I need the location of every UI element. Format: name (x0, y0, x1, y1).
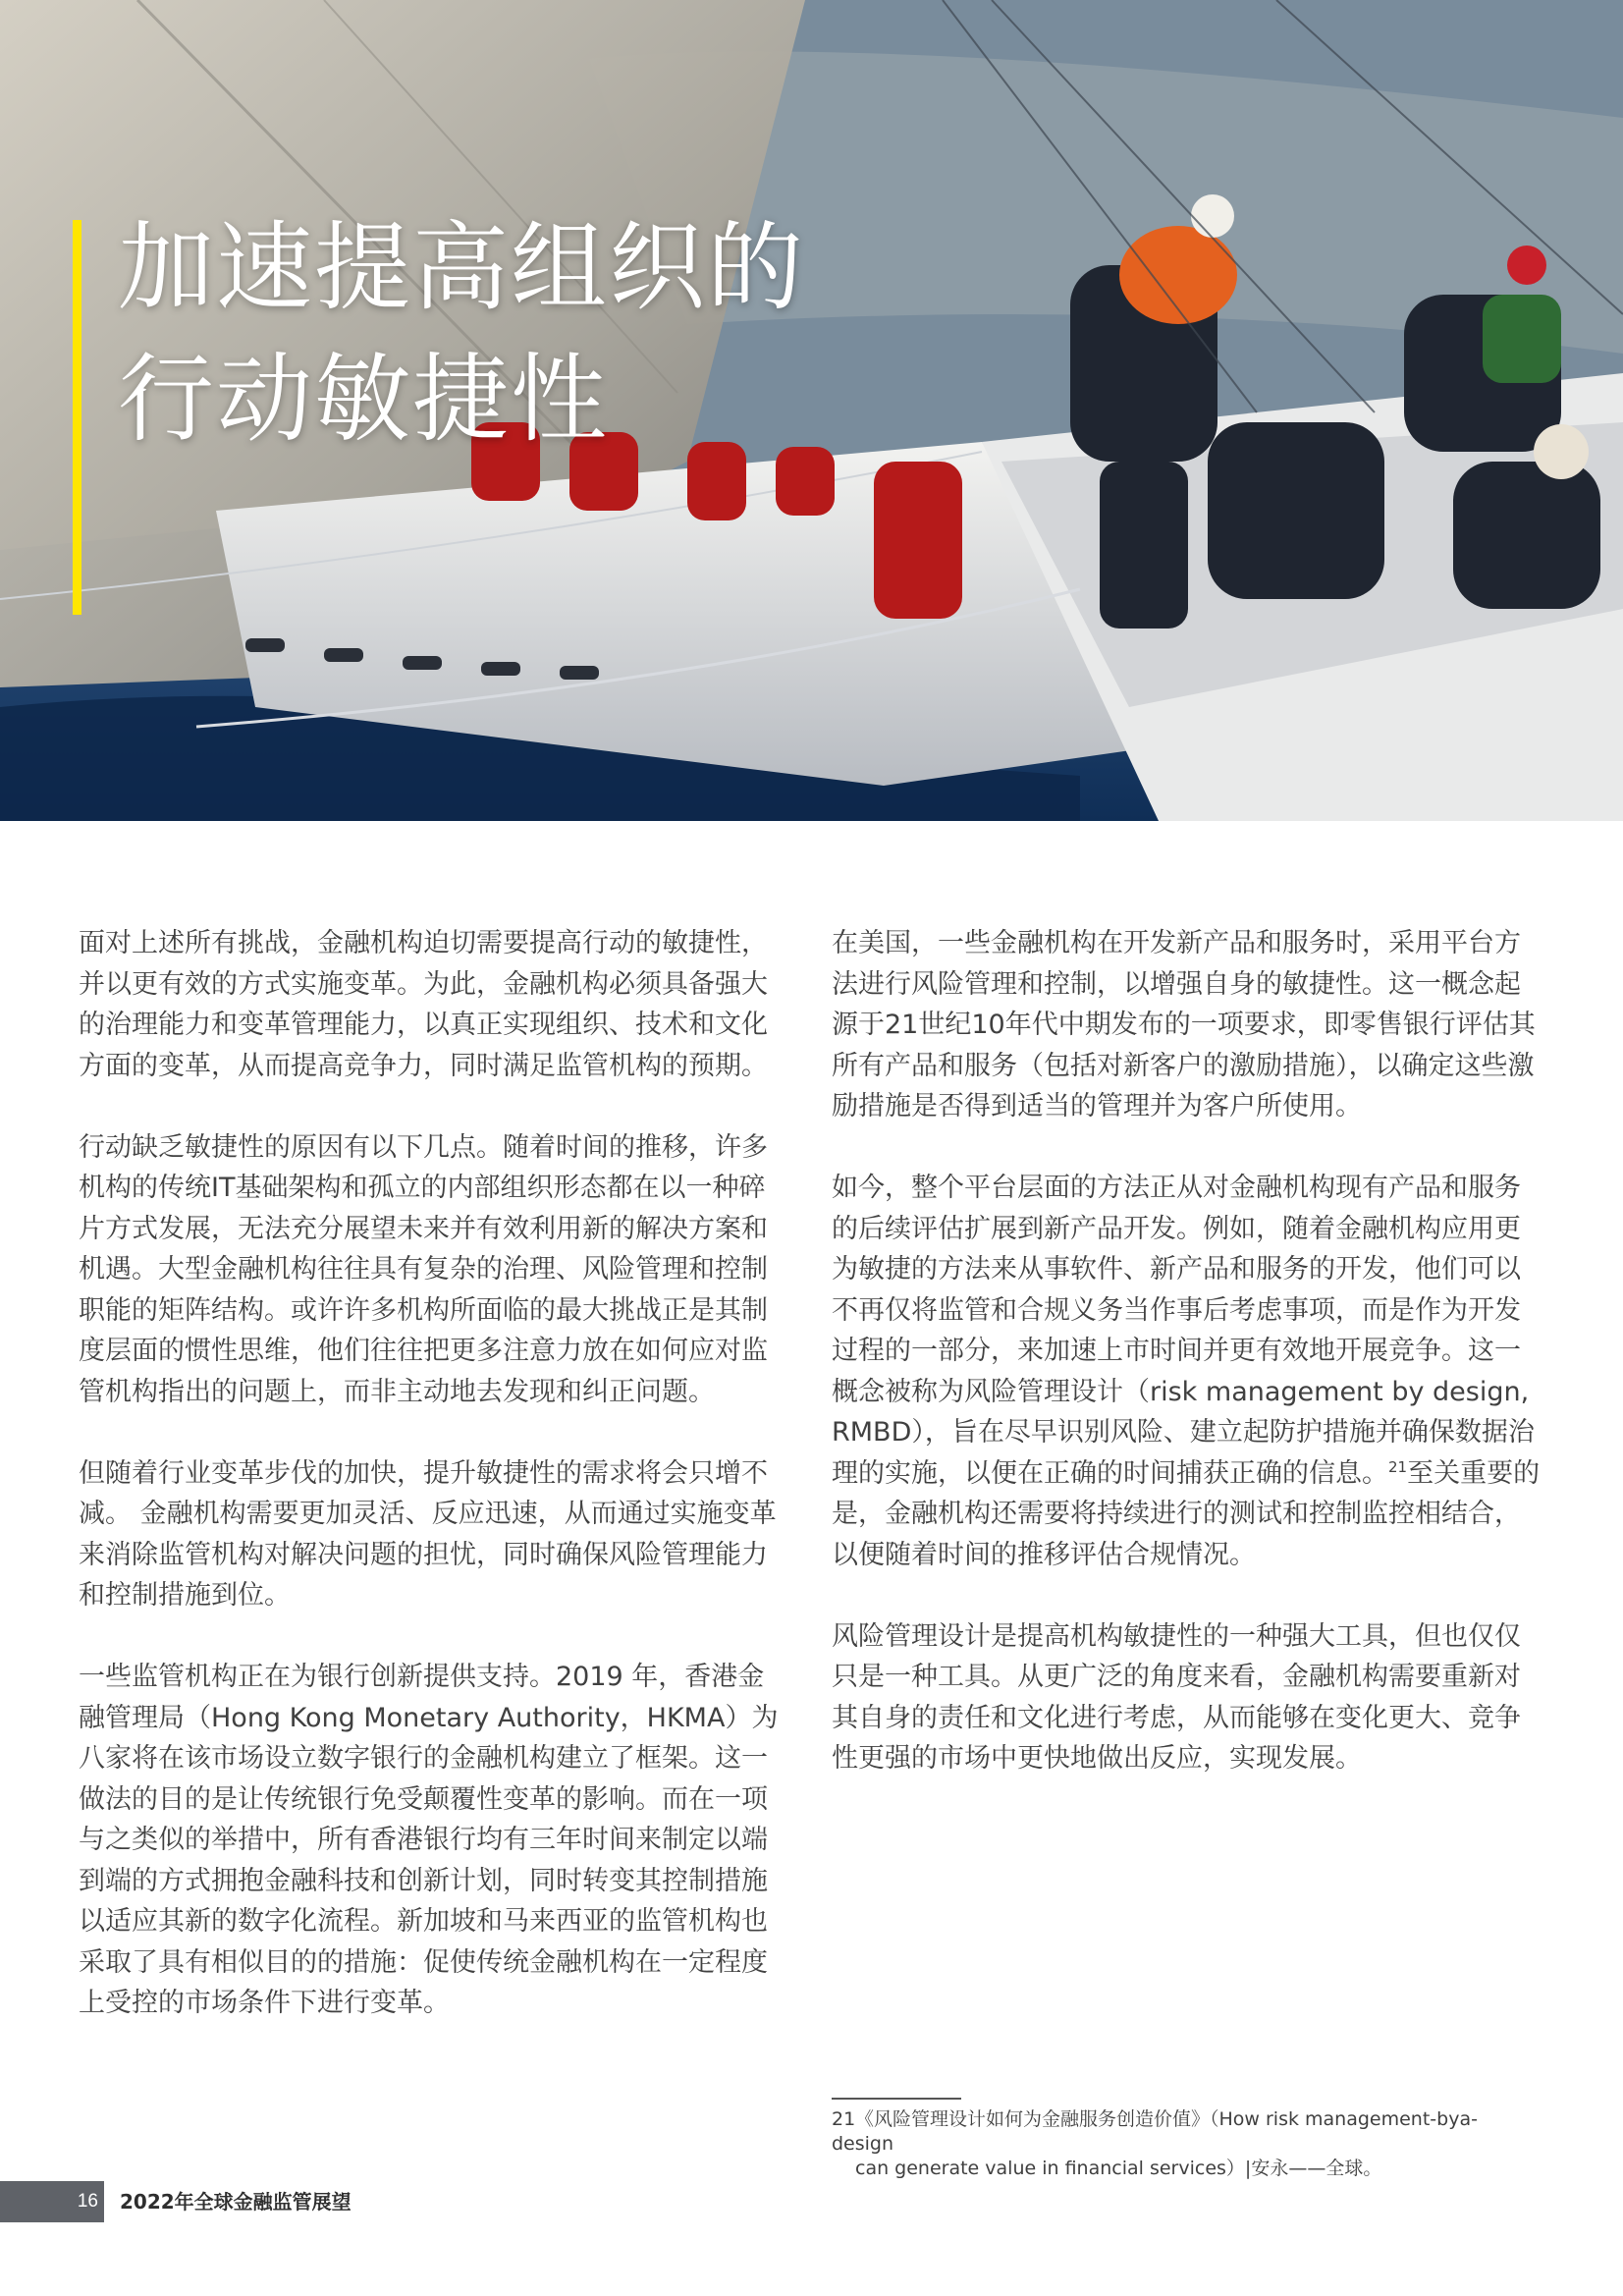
paragraph (832, 1168, 1546, 1575)
publication-title: 2022年全球金融监管展望 (120, 2190, 352, 2214)
paragraph: 在美国，一些金融机构在开发新产品和服务时，采用平台方法进行风险管理和控制，以增强自身的敏捷性。这一概念起源于21世纪10年代中期发布的一项要求，即零售银行评估其所有产品和服务（包括对新客户的激励措施），以确定这些激励措施是否得到适当的管理并为客户所使用。 (832, 928, 1536, 1121)
section-title-line-1: 加速提高组织的 (118, 212, 806, 324)
footnote-divider (832, 2098, 961, 2100)
title-accent-bar (73, 220, 81, 615)
hero-photo (0, 0, 1623, 821)
section-title (118, 202, 864, 465)
footnote-number: 21 (832, 2108, 856, 2130)
paragraph: 一些监管机构正在为银行创新提供支持。2019 年，香港金融管理局（Hong Kong Monetary Authority，HKMA）为八家将在该市场设立数字银行的金融机构建立了框架。这一做法的目的是让传统银行免受颠覆性变革的影响。而在一项与之类似的举措中，所有香港银行均有三年时间来制定以端到端的方式拥抱金融科技和创新计划，同时转变其控制措施以适应其新的数字化流程。新加坡和马来西亚的监管机构也采取了具有相似目的的措施：促使传统金融机构在一定程度上受控的市场条件下进行变革。 (79, 1662, 779, 2018)
page-number: 16 (77, 2191, 98, 2212)
right-column (832, 923, 1546, 1820)
paragraph: 面对上述所有挑战，金融机构迫切需要提高行动的敏捷性，并以更有效的方式实施变革。为此，金融机构必须具备强大的治理能力和变革管理能力，以真正实现组织、技术和文化方面的变革，从而提高竞争力，同时满足监管机构的预期。 (79, 928, 768, 1081)
footnote-text-line-1: 《风险管理设计如何为金融服务创造价值》（How risk management-bya-design (832, 2108, 1478, 2155)
left-column (79, 923, 790, 2064)
paragraph-text: 如今，整个平台层面的方法正从对金融机构现有产品和服务的后续评估扩展到新产品开发。例如，随着金融机构应用更为敏捷的方法来从事软件、新产品和服务的开发，他们可以不再仅将监管和合规义务当作事后考虑事项，而是作为开发过程的一部分，来加速上市时间并更有效地开展竞争。这一概念被称为风险管理设计（risk management by design, RMBD），旨在尽早识别风险、建立起防护措施并确保数据治理的实施，以便在正确的时间捕获正确的信息。 (832, 1173, 1535, 1489)
footnote-text-line-2: can generate value in financial services）|安永——全球。 (855, 2158, 1382, 2179)
section-title-line-2: 行动敏捷性 (118, 344, 610, 456)
paragraph: 但随着行业变革步伐的加快，提升敏捷性的需求将会只增不减。 金融机构需要更加灵活、反应迅速，从而通过实施变革来消除监管机构对解决问题的担忧，同时确保风险管理能力和控制措施到位。 (79, 1457, 777, 1611)
paragraph: 行动缺乏敏捷性的原因有以下几点。随着时间的推移，许多机构的传统IT基础架构和孤立的内部组织形态都在以一种碎片方式发展，无法充分展望未来并有效利用新的解决方案和机遇。大型金融机构往往具有复杂的治理、风险管理和控制职能的矩阵结构。或许许多机构所面临的最大挑战正是其制度层面的惯性思维，他们往往把更多注意力放在如何应对监管机构指出的问题上，而非主动地去发现和纠正问题。 (79, 1131, 768, 1407)
paragraph: 风险管理设计是提高机构敏捷性的一种强大工具，但也仅仅只是一种工具。从更广泛的角度来看，金融机构需要重新对其自身的责任和文化进行考虑，从而能够在变化更大、竞争性更强的市场中更快地做出反应，实现发展。 (832, 1620, 1521, 1774)
footnote-reference: 21 (1388, 1457, 1408, 1476)
paragraph-text: 至关重要的是，金融机构还需要将持续进行的测试和控制监控相结合，以便随着时间的推移评估合规情况。 (832, 1457, 1541, 1570)
footnote (832, 2107, 1539, 2181)
